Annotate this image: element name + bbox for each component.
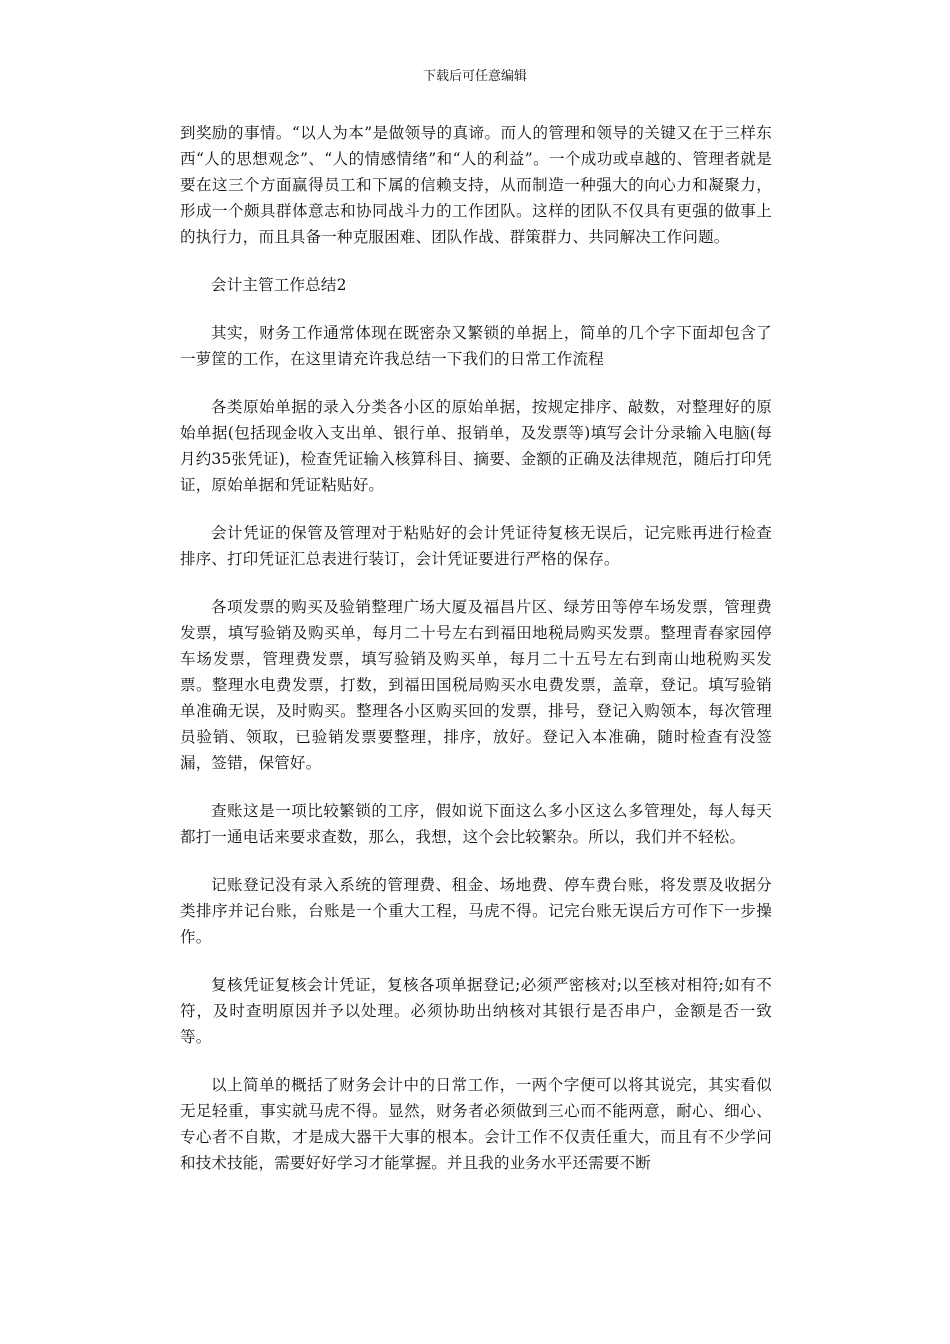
paragraph-document-entry: 各类原始单据的录入分类各小区的原始单据，按规定排序、敲数，对整理好的原始单据(包括现金收入支出单、银行单、报销单，及发票等)填写会计分录输入电脑(每月约35张凭证)，检查凭证输入核算科目、摘要、金额的正确及法律规范，随后打印凭证，原始单据和凭证粘贴好。 (180, 398, 772, 494)
paragraph-voucher-storage: 会计凭证的保管及管理对于粘贴好的会计凭证待复核无误后，记完账再进行检查排序、打印凭证汇总表进行装订，会计凭证要进行严格的保存。 (180, 524, 772, 568)
paragraph-continuation: 到奖励的事情。“以人为本”是做领导的真谛。而人的管理和领导的关键又在于三样东西“人的思想观念”、“人的情感情绪”和“人的利益”。一个成功或卓越的、管理者就是要在这三个方面赢得员工和下属的信赖支持，从而制造一种强大的向心力和凝聚力，形成一个颇具群体意志和协同战斗力的工作团队。这样的团队不仅具有更强的做事上的执行力，而且具备一种克服困难、团队作战、群策群力、共同解决工作问题。 (180, 124, 772, 246)
page-header: 下载后可任意编辑 (422, 69, 527, 84)
paragraph-account-check: 查账这是一项比较繁锁的工序，假如说下面这么多小区这么多管理处，每人每天都打一通电话来要求查数，那么，我想，这个会比较繁杂。所以，我们并不轻松。 (180, 802, 772, 846)
section-heading: 会计主管工作总结2 (211, 276, 347, 294)
paragraph-bookkeeping: 记账登记没有录入系统的管理费、租金、场地费、停车费台账，将发票及收据分类排序并记台账，台账是一个重大工程，马虎不得。记完台账无误后方可作下一步操作。 (180, 876, 772, 946)
document-body (180, 120, 772, 1198)
paragraph-intro: 其实，财务工作通常体现在既密杂又繁锁的单据上，简单的几个字下面却包含了一萝筐的工作，在这里请充许我总结一下我们的日常工作流程 (180, 324, 772, 368)
paragraph-invoice-purchase: 各项发票的购买及验销整理广场大厦及福昌片区、绿芳田等停车场发票，管理费发票，填写验销及购买单，每月二十号左右到福田地税局购买发票。整理青春家园停车场发票，管理费发票，填写验销及购买单，每月二十五号左右到南山地税购买发票。整理水电费发票，打数，到福田国税局购买水电费发票，盖章，登记。填写验销单准确无误，及时购买。整理各小区购买回的发票，排号，登记入购领本，每次管理员验销、领取，已验销发票要整理，排序，放好。登记入本准确，随时检查有没签漏，签错，保管好。 (180, 598, 772, 772)
paragraph-review: 复核凭证复核会计凭证，复核各项单据登记;必须严密核对;以至核对相符;如有不符，及时查明原因并予以处理。必须协助出纳核对其银行是否串户，金额是否一致等。 (180, 976, 772, 1046)
paragraph-summary: 以上简单的概括了财务会计中的日常工作，一两个字便可以将其说完，其实看似无足轻重，事实就马虎不得。显然，财务者必须做到三心而不能两意，耐心、细心、专心者不自欺，才是成大器干大事的根本。会计工作不仅责任重大，而且有不少学问和技术技能，需要好好学习才能掌握。并且我的业务水平还需要不断 (180, 1076, 772, 1172)
